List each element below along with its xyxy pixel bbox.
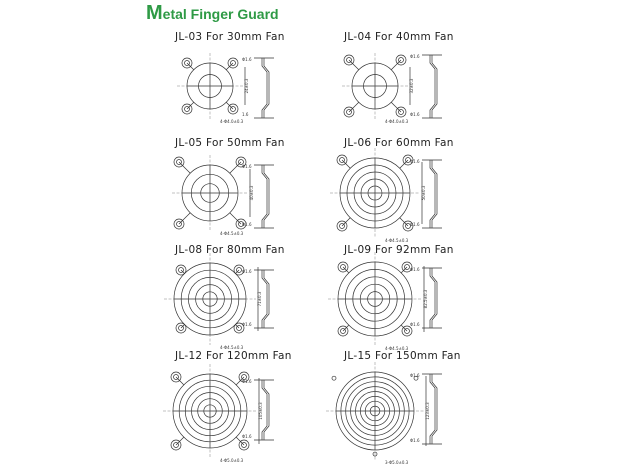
wire-dimension-label: Φ1.6: [410, 373, 420, 378]
span-dimension-label: 50±0.3: [421, 185, 426, 201]
wire-dimension-label: Φ1.6: [242, 222, 252, 227]
wire-dimension-label: Φ1.6: [410, 222, 420, 227]
guard-drawing: [342, 53, 442, 124]
side-profile: [432, 55, 437, 118]
span-dimension-label: 40±0.3: [249, 185, 254, 201]
side-profile: [262, 165, 267, 228]
hole-dimension-label: 4-Φ5.0±0.3: [220, 458, 244, 463]
model-caption: JL-03 For 30mm Fan: [175, 31, 285, 43]
side-profile: [432, 374, 437, 444]
title-rest: etal Finger Guard: [162, 6, 279, 22]
wire-dimension-label: Φ1.6: [242, 379, 252, 384]
guard-drawing: [164, 253, 274, 350]
side-profile: [432, 160, 437, 228]
wire-dimension-label: Φ1.6: [410, 54, 420, 59]
wire-dimension-label: Φ1.6: [242, 322, 252, 327]
wire-dimension-label: Φ1.6: [242, 57, 252, 62]
side-profile: [264, 58, 269, 118]
wire-dimension-label: Φ1.6: [242, 269, 252, 274]
support-spoke: [230, 213, 241, 224]
span-dimension-label: 71±0.3: [257, 291, 262, 307]
wire-dimension-label: Φ1.6: [410, 322, 420, 327]
support-spoke: [235, 324, 239, 328]
model-caption: JL-04 For 40mm Fan: [344, 31, 454, 43]
support-spoke: [179, 213, 190, 224]
support-spoke: [187, 63, 194, 70]
support-spoke: [230, 162, 241, 173]
support-spoke: [181, 270, 185, 274]
support-spoke: [342, 160, 351, 169]
side-profile: [430, 55, 435, 118]
model-caption: JL-05 For 50mm Fan: [175, 137, 285, 149]
support-spoke: [187, 102, 194, 109]
support-spoke: [226, 102, 233, 109]
title-initial: M: [146, 2, 163, 24]
model-caption: JL-09 For 92mm Fan: [344, 244, 454, 256]
support-spoke: [226, 63, 233, 70]
hole-dimension-label: 4-Φ4.0±0.3: [385, 119, 409, 124]
model-caption: JL-06 For 60mm Fan: [344, 137, 454, 149]
support-spoke: [181, 324, 185, 328]
support-spoke: [176, 437, 184, 445]
span-dimension-label: 24±0.3: [244, 78, 249, 94]
side-profile: [264, 380, 269, 440]
side-profile: [432, 268, 437, 328]
support-spoke: [400, 160, 409, 169]
wire-dimension-label: Φ1.6: [242, 434, 252, 439]
guard-drawing: [328, 252, 442, 351]
side-profile: [264, 165, 269, 228]
guard-drawing: [163, 364, 274, 463]
span-dimension-label: 32±0.3: [409, 78, 414, 94]
model-caption: JL-12 For 120mm Fan: [175, 350, 292, 362]
model-caption: JL-08 For 80mm Fan: [175, 244, 285, 256]
model-caption: JL-15 For 150mm Fan: [344, 350, 461, 362]
support-spoke: [342, 218, 351, 227]
span-dimension-label: 82.5±0.3: [423, 289, 428, 309]
support-spoke: [235, 270, 239, 274]
wire-dimension-label: Φ1.6: [410, 112, 420, 117]
hole-dimension-label: 3-Φ5.0±0.3: [385, 460, 409, 465]
hole-dimension-label: 4-Φ4.0±0.3: [220, 119, 244, 124]
wire-dimension-label: 1.6: [242, 112, 249, 117]
wire-dimension-label: Φ1.6: [410, 438, 420, 443]
hole-dimension-label: 4-Φ4.5±0.3: [220, 231, 244, 236]
guard-drawing: [177, 53, 274, 124]
hole-dimension-label: 4-Φ4.5±0.3: [385, 346, 409, 351]
support-spoke: [179, 162, 190, 173]
hole-dimension-label: 4-Φ4.5±0.3: [220, 345, 244, 350]
span-dimension-label: 105±0.3: [258, 402, 263, 420]
wire-dimension-label: Φ1.6: [410, 267, 420, 272]
mount-hole: [332, 376, 336, 380]
guard-drawing: [330, 148, 442, 243]
support-spoke: [400, 218, 409, 227]
span-dimension-label: 123±0.3: [425, 402, 430, 420]
guard-drawing: [326, 362, 442, 465]
hole-dimension-label: 4-Φ4.5±0.3: [385, 238, 409, 243]
wire-dimension-label: Φ1.6: [242, 164, 252, 169]
side-profile: [264, 270, 269, 328]
guard-drawing: [172, 155, 274, 236]
wire-dimension-label: Φ1.6: [410, 159, 420, 164]
support-spoke: [176, 377, 184, 385]
